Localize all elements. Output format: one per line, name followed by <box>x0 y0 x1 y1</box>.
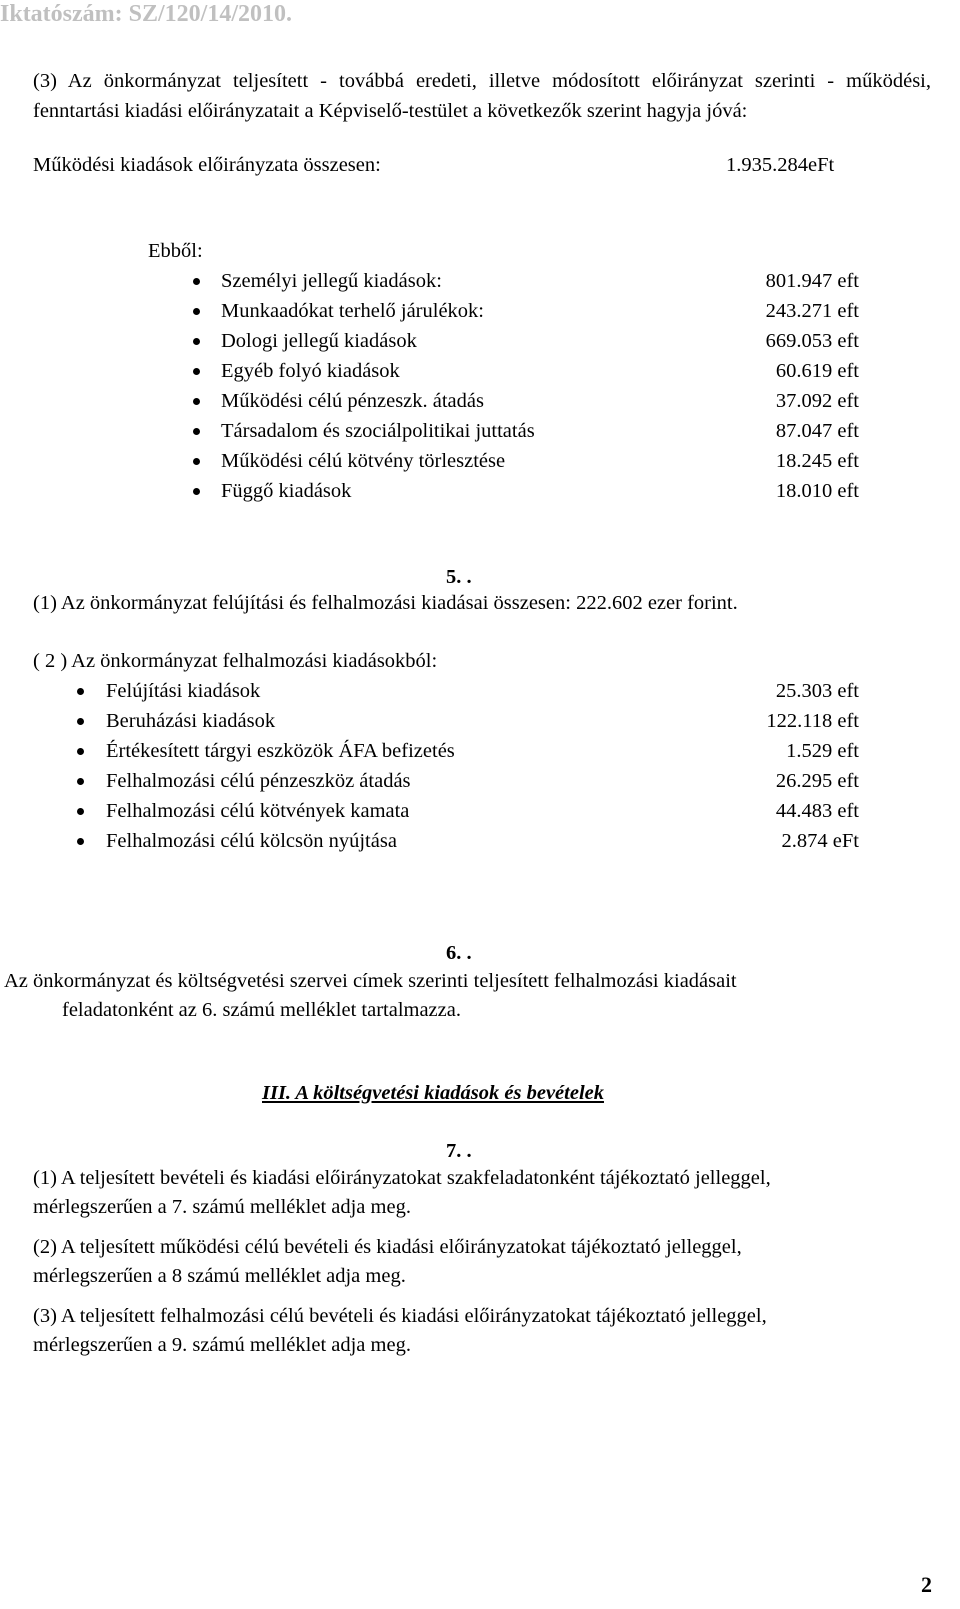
section-7-paragraph-3a: (3) A teljesített felhalmozási célú bevételi és kiadási előirányzatokat tájékoztató jelleggel, <box>33 1305 767 1327</box>
list-item-label: Egyéb folyó kiadások <box>221 360 400 382</box>
list-item-label: Beruházási kiadások <box>106 710 276 732</box>
section-7-paragraph-1b: mérlegszerűen a 7. számú melléklet adja meg. <box>33 1196 411 1218</box>
section-5-paragraph-2: ( 2 ) Az önkormányzat felhalmozási kiadásokból: <box>33 650 438 672</box>
list-item-value: 801.947 eft <box>765 270 859 292</box>
list-item <box>77 706 859 736</box>
list-item-label: Felhalmozási célú kötvények kamata <box>106 800 410 822</box>
list-item <box>193 476 859 506</box>
list-item-label: Értékesített tárgyi eszközök ÁFA befizetés <box>106 740 455 762</box>
list-item-label: Működési célú kötvény törlesztése <box>221 450 506 472</box>
bullet-icon <box>193 278 200 285</box>
bullet-icon <box>77 778 84 785</box>
list-item <box>77 796 859 826</box>
list-item <box>77 676 859 706</box>
bullet-icon <box>193 368 200 375</box>
section-5-title: 5. . <box>446 566 472 588</box>
list-item <box>193 386 859 416</box>
page-number: 2 <box>921 1572 932 1597</box>
list-item <box>77 736 859 766</box>
section-7-paragraph-1a: (1) A teljesített bevételi és kiadási előirányzatokat szakfeladatonként tájékoztató jelleggel, <box>33 1167 771 1189</box>
list-item-value: 37.092 eft <box>775 390 859 412</box>
list-item-value: 669.053 eft <box>765 330 859 352</box>
bullet-icon <box>77 808 84 815</box>
total-label: Működési kiadások előirányzata összesen: <box>33 154 381 176</box>
list-item-label: Dologi jellegű kiadások <box>221 330 417 352</box>
section-7-paragraph-2b: mérlegszerűen a 8 számú melléklet adja meg. <box>33 1265 406 1287</box>
section-6-line-1: Az önkormányzat és költségvetési szervei címek szerinti teljesített felhalmozási kiadásait <box>4 970 737 992</box>
bullet-icon <box>77 688 84 695</box>
list-item-value: 87.047 eft <box>775 420 859 442</box>
chapter-title: III. A költségvetési kiadások és bevételek <box>262 1082 604 1104</box>
bullet-icon <box>193 398 200 405</box>
section-7-paragraph-2a: (2) A teljesített működési célú bevételi és kiadási előirányzatokat tájékoztató jelleggel, <box>33 1236 742 1258</box>
list-item-label: Függő kiadások <box>221 480 352 502</box>
list-item-label: Felhalmozási célú kölcsön nyújtása <box>106 830 397 852</box>
list-item-label: Társadalom és szociálpolitikai juttatás <box>221 420 535 442</box>
paragraph-3: (3) Az önkormányzat teljesített - továbbá eredeti, illetve módosított előirányzat szerinti - működési, fenntartási kiadási előirányzatait a Képviselő-testület a következők szerint hagyja jóvá: <box>33 70 931 122</box>
section-6-line-2: feladatonként az 6. számú melléklet tartalmazza. <box>62 999 461 1021</box>
list-item-value: 2.874 eFt <box>781 830 859 852</box>
bullet-icon <box>77 838 84 845</box>
list-item <box>193 296 859 326</box>
document-header: Iktatószám: SZ/120/14/2010. <box>0 1 293 27</box>
list-item-label: Személyi jellegű kiadások: <box>221 270 442 292</box>
bullet-icon <box>193 458 200 465</box>
section-5-paragraph-1: (1) Az önkormányzat felújítási és felhalmozási kiadásai összesen: 222.602 ezer forint. <box>33 592 738 614</box>
list-item-label: Felújítási kiadások <box>106 680 261 702</box>
bullet-icon <box>193 428 200 435</box>
list-item <box>77 766 859 796</box>
list-item-value: 26.295 eft <box>775 770 859 792</box>
list-item-label: Felhalmozási célú pénzeszköz átadás <box>106 770 411 792</box>
list-item <box>193 446 859 476</box>
list-item-label: Működési célú pénzeszk. átadás <box>221 390 484 412</box>
section-6-title: 6. . <box>446 942 472 964</box>
bullet-icon <box>77 748 84 755</box>
total-value: 1.935.284eFt <box>726 154 835 176</box>
list-item <box>193 356 859 386</box>
list-item-value: 44.483 eft <box>775 800 859 822</box>
bullet-icon <box>193 338 200 345</box>
list-item <box>193 266 859 296</box>
list-item-value: 18.245 eft <box>775 450 859 472</box>
bullet-icon <box>193 308 200 315</box>
ebbol-label: Ebből: <box>148 240 203 262</box>
bullet-icon <box>77 718 84 725</box>
list-item-value: 18.010 eft <box>775 480 859 502</box>
list-item-value: 243.271 eft <box>765 300 859 322</box>
list-item-value: 122.118 eft <box>766 710 859 732</box>
list-item <box>193 416 859 446</box>
list-item-value: 60.619 eft <box>775 360 859 382</box>
list-item-value: 1.529 eft <box>786 740 859 762</box>
list-item-label: Munkaadókat terhelő járulékok: <box>221 300 484 322</box>
section-7-paragraph-3b: mérlegszerűen a 9. számú melléklet adja meg. <box>33 1334 411 1356</box>
list-item <box>77 826 859 856</box>
section-7-title: 7. . <box>446 1140 472 1162</box>
bullet-icon <box>193 488 200 495</box>
list-item-value: 25.303 eft <box>775 680 859 702</box>
list-item <box>193 326 859 356</box>
